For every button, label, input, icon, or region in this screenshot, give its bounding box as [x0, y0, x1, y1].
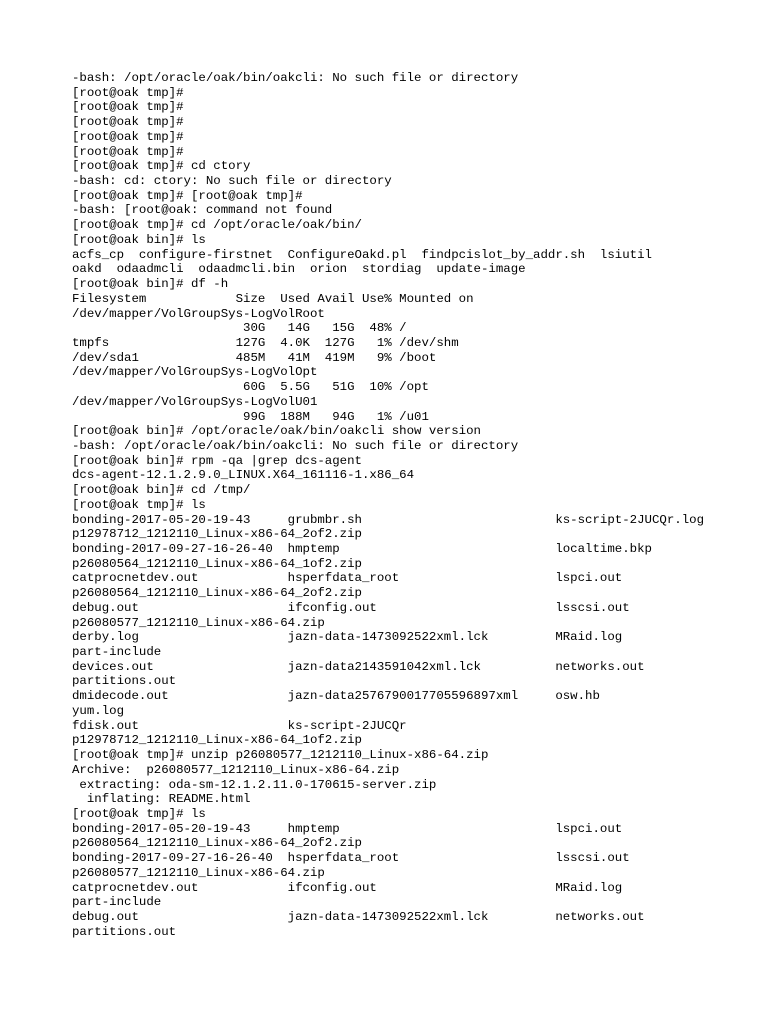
terminal-line: [root@oak bin]# cd /tmp/ [72, 483, 251, 498]
terminal-line: /dev/mapper/VolGroupSys-LogVolOpt [72, 365, 318, 380]
terminal-line: -bash: cd: ctory: No such file or directory [72, 174, 392, 189]
terminal-line: -bash: /opt/oracle/oak/bin/oakcli: No such file or directory [72, 438, 519, 453]
terminal-output [72, 71, 762, 939]
terminal-line: partitions.out [72, 924, 177, 939]
terminal-line: [root@oak tmp]# ls [72, 497, 206, 512]
terminal-line: bonding-2017-09-27-16-26-40 hsperfdata_root lsscsi.out [72, 851, 630, 866]
terminal-line: [root@oak tmp]# cd ctory [72, 159, 251, 174]
terminal-line: p26080564_1212110_Linux-x86-64_1of2.zip [72, 556, 362, 571]
terminal-line: [root@oak bin]# /opt/oracle/oak/bin/oakcli show version [72, 424, 481, 439]
terminal-line: debug.out jazn-data-1473092522xml.lck networks.out [72, 909, 645, 924]
terminal-line: [root@oak tmp]# [72, 100, 184, 115]
terminal-line: inflating: README.html [72, 792, 251, 807]
terminal-line: p26080577_1212110_Linux-x86-64.zip [72, 615, 325, 630]
terminal-line: Archive: p26080577_1212110_Linux-x86-64.zip [72, 762, 400, 777]
terminal-line: part-include [72, 895, 162, 910]
terminal-line: extracting: oda-sm-12.1.2.11.0-170615-server.zip [72, 777, 437, 792]
terminal-line: [root@oak tmp]# [72, 129, 184, 144]
terminal-line: [root@oak bin]# df -h [72, 277, 229, 292]
terminal-line: 99G 188M 94G 1% /u01 [72, 409, 429, 424]
terminal-line: tmpfs 127G 4.0K 127G 1% /dev/shm [72, 335, 459, 350]
terminal-line: oakd odaadmcli odaadmcli.bin orion stordiag update-image [72, 262, 526, 277]
terminal-line: [root@oak tmp]# [72, 144, 184, 159]
terminal-line: [root@oak tmp]# cd /opt/oracle/oak/bin/ [72, 218, 362, 233]
terminal-line: /dev/mapper/VolGroupSys-LogVolU01 [72, 394, 318, 409]
terminal-line: acfs_cp configure-firstnet ConfigureOakd.pl findpcislot_by_addr.sh lsiutil [72, 247, 652, 262]
terminal-line: /dev/mapper/VolGroupSys-LogVolRoot [72, 306, 325, 321]
terminal-line: catprocnetdev.out ifconfig.out MRaid.log [72, 880, 623, 895]
terminal-line: -bash: /opt/oracle/oak/bin/oakcli: No such file or directory [72, 71, 519, 85]
terminal-line: 30G 14G 15G 48% / [72, 321, 407, 336]
terminal-line: [root@oak tmp]# unzip p26080577_1212110_Linux-x86-64.zip [72, 748, 489, 763]
terminal-line: [root@oak tmp]# ls [72, 806, 206, 821]
terminal-line: p12978712_1212110_Linux-x86-64_2of2.zip [72, 527, 362, 542]
terminal-line: bonding-2017-09-27-16-26-40 hmptemp localtime.bkp [72, 542, 652, 556]
terminal-line: p12978712_1212110_Linux-x86-64_1of2.zip [72, 733, 362, 748]
terminal-line: devices.out jazn-data2143591042xml.lck networks.out [72, 659, 645, 674]
terminal-line: dcs-agent-12.1.2.9.0_LINUX.X64_161116-1.x86_64 [72, 468, 415, 483]
terminal-line: derby.log jazn-data-1473092522xml.lck MRaid.log [72, 630, 623, 645]
terminal-line: /dev/sda1 485M 41M 419M 9% /boot [72, 350, 437, 365]
terminal-line: [root@oak bin]# ls [72, 232, 206, 247]
terminal-line: bonding-2017-05-20-19-43 hmptemp lspci.out [72, 821, 623, 836]
terminal-line: debug.out ifconfig.out lsscsi.out [72, 600, 630, 615]
terminal-line: [root@oak tmp]# [72, 85, 184, 100]
terminal-line: fdisk.out ks-script-2JUCQr [72, 718, 407, 733]
terminal-line: dmidecode.out jazn-data2576790017705596897xml osw.hb [72, 689, 600, 704]
terminal-line: catprocnetdev.out hsperfdata_root lspci.out [72, 571, 623, 586]
terminal-line: [root@oak bin]# rpm -qa |grep dcs-agent [72, 453, 362, 468]
terminal-line: p26080577_1212110_Linux-x86-64.zip [72, 865, 325, 880]
terminal-line: p26080564_1212110_Linux-x86-64_2of2.zip [72, 836, 362, 851]
terminal-line: [root@oak tmp]# [root@oak tmp]# [72, 188, 303, 203]
terminal-line: part-include [72, 645, 162, 660]
terminal-line: p26080564_1212110_Linux-x86-64_2of2.zip [72, 586, 362, 601]
terminal-line: yum.log [72, 703, 125, 718]
terminal-line: 60G 5.5G 51G 10% /opt [72, 380, 429, 395]
terminal-line: bonding-2017-05-20-19-43 grubmbr.sh ks-script-2JUCQr.log [72, 512, 705, 527]
terminal-line: partitions.out [72, 674, 177, 689]
terminal-line: Filesystem Size Used Avail Use% Mounted on [72, 291, 474, 306]
terminal-line: -bash: [root@oak: command not found [72, 203, 333, 218]
terminal-line: [root@oak tmp]# [72, 115, 184, 130]
